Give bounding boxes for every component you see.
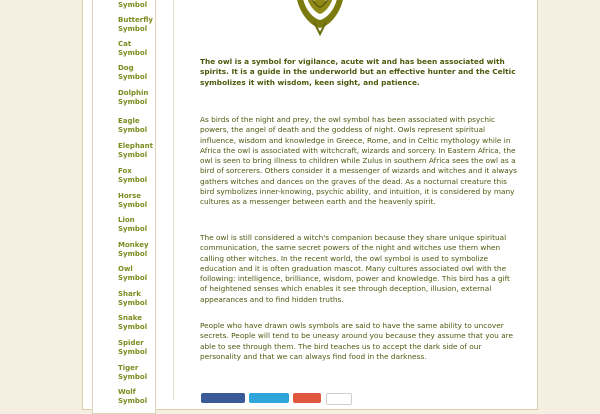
facebook-share-button[interactable] [201, 393, 245, 403]
sidebar-nav [92, 0, 156, 414]
column-divider [173, 0, 174, 400]
sidebar-item-lion[interactable]: Lion Symbol [118, 216, 148, 233]
sidebar-item-eagle[interactable]: Eagle Symbol [118, 117, 148, 134]
article-lead: The owl is a symbol for vigilance, acute wit and has been associated with spirits. It is a guide in the underworld but an effective hunter and the Celtic symbolizes it with wisdom, keen sight, and patience. [200, 57, 516, 87]
more-share-button[interactable] [326, 393, 352, 405]
sidebar-item-dog[interactable]: Dog Symbol [118, 64, 148, 81]
google-share-button[interactable] [293, 393, 321, 403]
article-paragraph: The owl is still considered a witch's companion because they share unique spiritual communication, the same secret powers of the night and witches use them when calling other witches. In the recent world, the owl symbol is used to symbolize education and it is often graduation mascot. Many cultures associated owl with the following: intelligence, brilliance, wisdom, power and knowledge. This bird has a gift of heightened senses which enables it see through deception, illusion, external appearances and to find hidden truths. [200, 233, 510, 304]
sidebar-item-elephant[interactable]: Elephant Symbol [118, 142, 153, 159]
sidebar-item-wolf[interactable]: Wolf Symbol [118, 388, 148, 405]
celtic-owl-icon [292, 0, 348, 40]
sidebar-item-shark[interactable]: Shark Symbol [118, 290, 148, 307]
sidebar-item-cat[interactable]: Cat Symbol [118, 40, 148, 57]
twitter-share-button[interactable] [249, 393, 289, 403]
sidebar-item-symbol[interactable]: Symbol [118, 1, 148, 9]
sidebar-item-monkey[interactable]: Monkey Symbol [118, 241, 149, 258]
sidebar-item-horse[interactable]: Horse Symbol [118, 192, 148, 209]
article-paragraph: As birds of the night and prey, the owl symbol has been associated with psychic powers, the angel of death and the goddess of night. Owls represent spiritual influence, wisdom and knowledge in Greece, Rome, and in Celtic mythology while in Africa the owl is associated with witchcraft, wizards and sorcery. In Eastern Africa, the owl is seen to bring illness to children while Zulus in southern Africa sees the owl as a bird of sorcerers. Others consider it a messenger of wizards and witches and it always gathers witches and dances on the graves of the dead. As a nocturnal creature this bird symbolizes inner-knowing, psychic ability, and intuition, it is considered by many cultures as a messenger between earth and the heavenly spirit. [200, 115, 517, 207]
sidebar-item-owl[interactable]: Owl Symbol [118, 265, 148, 282]
sidebar-item-snake[interactable]: Snake Symbol [118, 314, 148, 331]
sidebar-item-tiger[interactable]: Tiger Symbol [118, 364, 148, 381]
sidebar-item-fox[interactable]: Fox Symbol [118, 167, 148, 184]
sidebar-item-butterfly[interactable]: Butterfly Symbol [118, 16, 153, 33]
article-paragraph: People who have drawn owls symbols are said to have the same ability to uncover secrets. People will tend to be uneasy around you because they assume that you are able to see through them. The bird teaches us to accept the dark side of our personality and that we can always find food in the darkness. [200, 321, 513, 361]
sidebar-item-spider[interactable]: Spider Symbol [118, 339, 148, 356]
sidebar-item-dolphin[interactable]: Dolphin Symbol [118, 89, 149, 106]
